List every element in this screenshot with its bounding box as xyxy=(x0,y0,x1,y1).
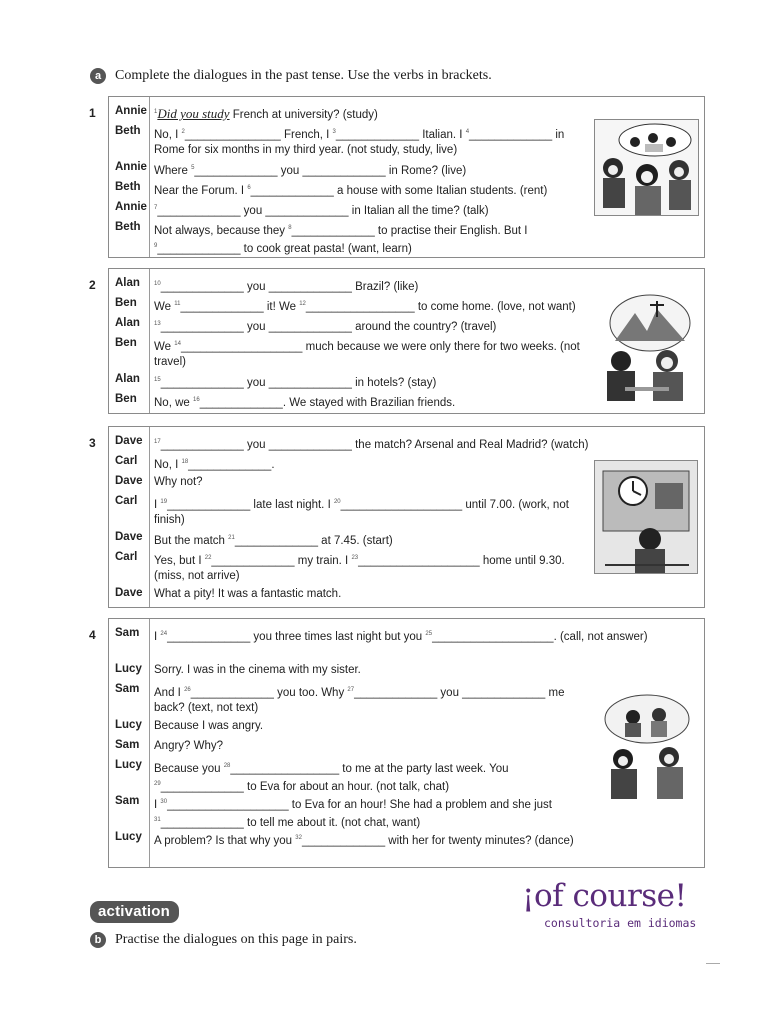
line-text: $^{15}$_____________ you _____________ in hotels? (stay) xyxy=(154,376,437,389)
dialogue-box-3 xyxy=(108,426,705,608)
speaker-name: Alan xyxy=(115,373,140,385)
line-text: $^{13}$_____________ you _____________ around the country? (travel) xyxy=(154,320,497,333)
dialogue-box-1 xyxy=(108,96,705,258)
speaker-name: Carl xyxy=(115,495,138,507)
line-text: No, I $^2$_______________ French, I $^3$_____________ Italian. I $^4$_____________ in Rome for six months in my third year. (not study, study, live) xyxy=(154,128,565,156)
line-text: But the match $^{21}$_____________ at 7.45. (start) xyxy=(154,534,393,547)
dialogue-number-1: 1 xyxy=(89,106,96,120)
line-text: Where $^5$_____________ you _____________ in Rome? (live) xyxy=(154,164,467,177)
line-text: What a pity! It was a fantastic match. xyxy=(154,588,342,600)
speaker-name: Lucy xyxy=(115,759,142,771)
activation-badge: activation xyxy=(90,901,179,923)
speaker-name: Lucy xyxy=(115,719,142,731)
line-text: Angry? Why? xyxy=(154,740,224,752)
train-clock-illustration xyxy=(594,460,698,574)
line-text: I $^{24}$_____________ you three times last night but you $^{25}$___________________. (call, not answer) xyxy=(154,630,648,643)
speaker-name: Annie xyxy=(115,105,147,117)
line-text: $^7$_____________ you _____________ in Italian all the time? (talk) xyxy=(154,204,489,217)
page-corner-rule xyxy=(706,963,720,964)
speaker-name: Ben xyxy=(115,393,137,405)
logo-main-text: ¡of course! xyxy=(522,878,687,914)
line-text: We $^{11}$_____________ it! We $^{12}$_________________ to come home. (love, not want) xyxy=(154,300,576,313)
speaker-name: Annie xyxy=(115,201,147,213)
dialogue-box-2 xyxy=(108,268,705,414)
speaker-name: Dave xyxy=(115,475,143,487)
line-text: $^1$Did you study French at university? (study) xyxy=(154,105,378,121)
instruction-b xyxy=(90,932,357,948)
speaker-name: Carl xyxy=(115,551,138,563)
speaker-name: Sam xyxy=(115,739,140,751)
speaker-name: Dave xyxy=(115,587,143,599)
speaker-name: Carl xyxy=(115,455,138,467)
line-text: Sorry. I was in the cinema with my sister. xyxy=(154,664,361,676)
instruction-b-text: Practise the dialogues on this page in pairs. xyxy=(115,932,357,947)
dialogue-number-2: 2 xyxy=(89,278,96,292)
line-text: A problem? Is that why you $^{32}$_____________ with her for twenty minutes? (dance) xyxy=(154,834,574,847)
dialogue-number-3: 3 xyxy=(89,436,96,450)
line-text: Because you $^{28}$_________________ to me at the party last week. You $^{29}$_____________ to Eva for about an hour. (not talk, chat) xyxy=(154,762,509,793)
dialogue-number-4: 4 xyxy=(89,628,96,642)
exercise-letter-b: b xyxy=(90,932,106,948)
line-text: Why not? xyxy=(154,476,203,488)
group-dinner-illustration xyxy=(594,119,699,216)
speaker-name: Alan xyxy=(115,317,140,329)
speaker-name: Sam xyxy=(115,683,140,695)
instruction-a-text: Complete the dialogues in the past tense. Use the verbs in brackets. xyxy=(115,68,492,83)
line-text: Near the Forum. I $^6$_____________ a house with some Italian students. (rent) xyxy=(154,184,548,197)
exercise-letter-a: a xyxy=(90,68,106,84)
instruction-a xyxy=(90,68,492,84)
speaker-name: Dave xyxy=(115,435,143,447)
line-text: No, we $^{16}$_____________. We stayed with Brazilian friends. xyxy=(154,396,456,409)
line-text: And I $^{26}$_____________ you too. Why $^{27}$_____________ you _____________ me back? (text, not text) xyxy=(154,686,565,714)
line-text: $^{17}$_____________ you _____________ the match? Arsenal and Real Madrid? (watch) xyxy=(154,438,589,451)
of-course-logo xyxy=(522,878,722,934)
line-text: $^{10}$_____________ you _____________ Brazil? (like) xyxy=(154,280,419,293)
logo-sub-text: consultoria em idiomas xyxy=(544,916,697,930)
speaker-name: Lucy xyxy=(115,831,142,843)
dialogue-box-4 xyxy=(108,618,705,868)
cinema-couple-illustration xyxy=(597,691,695,799)
speaker-name: Beth xyxy=(115,125,141,137)
speaker-name: Sam xyxy=(115,627,140,639)
speaker-name: Lucy xyxy=(115,663,142,675)
line-text: I $^{30}$___________________ to Eva for an hour! She had a problem and she just $^{31}$_____________ to tell me about it. (not chat, want) xyxy=(154,798,552,829)
line-text: I $^{19}$_____________ late last night. I $^{20}$___________________ until 7.00. (work, not finish) xyxy=(154,498,569,526)
speaker-name: Alan xyxy=(115,277,140,289)
speaker-name: Sam xyxy=(115,795,140,807)
speaker-name: Ben xyxy=(115,297,137,309)
rio-cafe-illustration xyxy=(595,291,695,401)
speaker-name: Annie xyxy=(115,161,147,173)
line-text: Not always, because they $^8$_____________ to practise their English. But I $^9$_____________ to cook great pasta! (want, learn) xyxy=(154,224,528,255)
line-text: We $^{14}$___________________ much because we were only there for two weeks. (not travel) xyxy=(154,340,580,368)
speaker-name: Ben xyxy=(115,337,137,349)
speaker-name: Beth xyxy=(115,221,141,233)
speaker-name: Dave xyxy=(115,531,143,543)
line-text: Yes, but I $^{22}$_____________ my train. I $^{23}$___________________ home until 9.30. (miss, not arrive) xyxy=(154,554,565,582)
speaker-name: Beth xyxy=(115,181,141,193)
line-text: No, I $^{18}$_____________. xyxy=(154,458,275,471)
line-text: Because I was angry. xyxy=(154,720,264,732)
